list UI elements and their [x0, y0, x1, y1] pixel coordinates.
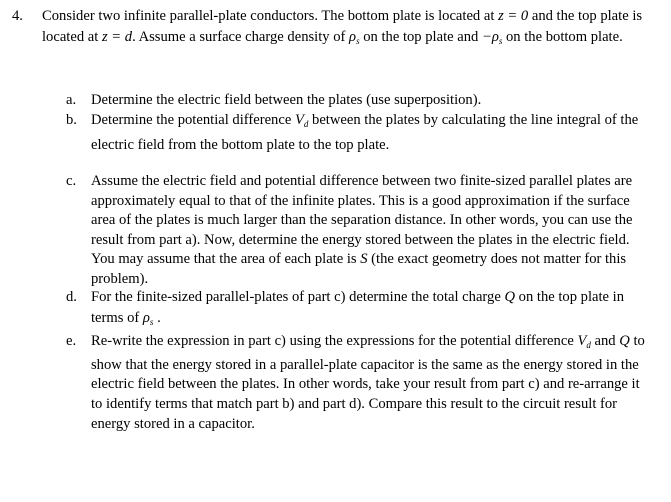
- part-d-text: [91, 287, 646, 332]
- math-rho: ρ: [349, 29, 357, 45]
- math-s: S: [360, 251, 368, 268]
- part-c: [66, 172, 646, 290]
- math-minus-rho-subscript: s: [498, 36, 503, 46]
- part-c-letter: c.: [66, 173, 77, 189]
- part-b-text-2: between the plates by calculating the line integral of the electric field from the bottom plate to the top plate.: [91, 112, 639, 153]
- part-e: [66, 332, 646, 435]
- math-vd: V: [577, 333, 587, 349]
- part-a: [66, 90, 646, 110]
- math-vd: V: [294, 112, 304, 128]
- part-a-text: Determine the electric field between the plates (use superposition).: [91, 92, 482, 108]
- part-c-text: [91, 172, 646, 290]
- problem-text-4: on the top plate and: [359, 29, 482, 45]
- part-e-text-2: and: [590, 333, 620, 349]
- part-d: [66, 287, 646, 332]
- part-b-text-1: Determine the potential difference: [91, 112, 295, 128]
- part-d-text-2: on the top plate in terms of: [91, 289, 625, 326]
- part-c-text-1: Assume the electric field and potential difference between two finite-sized parallel plates are approximately equal to that of the infinite plates. This is a good approximation if the surface area of the plates is much larger than the separation distance. In other words, you can use the result from part a). Now, determine the energy stored between the plates in the electric field. You may assume that the area of each plate is: [91, 173, 633, 268]
- part-e-letter: e.: [66, 333, 77, 349]
- part-e-text: [91, 332, 646, 435]
- part-a-letter: a.: [66, 92, 77, 108]
- math-rho-subscript: s: [149, 316, 154, 327]
- math-z-equals-0: z = 0: [498, 8, 529, 24]
- math-vd-subscript: d: [303, 119, 309, 129]
- math-q: Q: [504, 289, 515, 305]
- problem-text-3: . Assume a surface charge density of: [132, 29, 350, 45]
- part-b-letter: b.: [66, 112, 77, 128]
- math-minus-rho: −ρ: [481, 29, 499, 45]
- part-d-letter: d.: [66, 289, 77, 305]
- part-e-text-3: to show that the energy stored in a parallel-plate capacitor is the same as the energy stored in the electric field between the plates. In other words, take your result from part c) and re-arrange it to identify terms that match part b) and part d). Compare this result to the circuit result for energy stored in a capacitor.: [91, 333, 645, 432]
- problem-text-5: on the bottom plate.: [502, 29, 623, 45]
- math-vd-subscript: d: [586, 340, 591, 350]
- problem-statement: [42, 6, 657, 52]
- math-q: Q: [619, 333, 630, 349]
- problem-text-1: Consider two infinite parallel-plate conductors. The bottom plate is located at: [42, 8, 499, 24]
- part-b: [66, 110, 646, 155]
- part-b-text: [91, 110, 646, 155]
- problem-number: 4.: [12, 8, 23, 24]
- part-c-text-2: (the exact geometry does not matter for this problem).: [91, 251, 627, 287]
- part-d-text-3: .: [153, 309, 161, 326]
- math-rho: ρ: [142, 309, 150, 326]
- math-z-equals-d: z = d: [101, 29, 133, 45]
- part-e-text-1: Re-write the expression in part c) using the expressions for the potential difference: [91, 333, 578, 349]
- part-d-text-1: For the finite-sized parallel-plates of part c) determine the total charge: [91, 289, 505, 305]
- problem-4: [12, 6, 657, 52]
- problem-text-2: and the top plate is located at: [42, 8, 643, 45]
- math-rho-subscript: s: [356, 36, 360, 46]
